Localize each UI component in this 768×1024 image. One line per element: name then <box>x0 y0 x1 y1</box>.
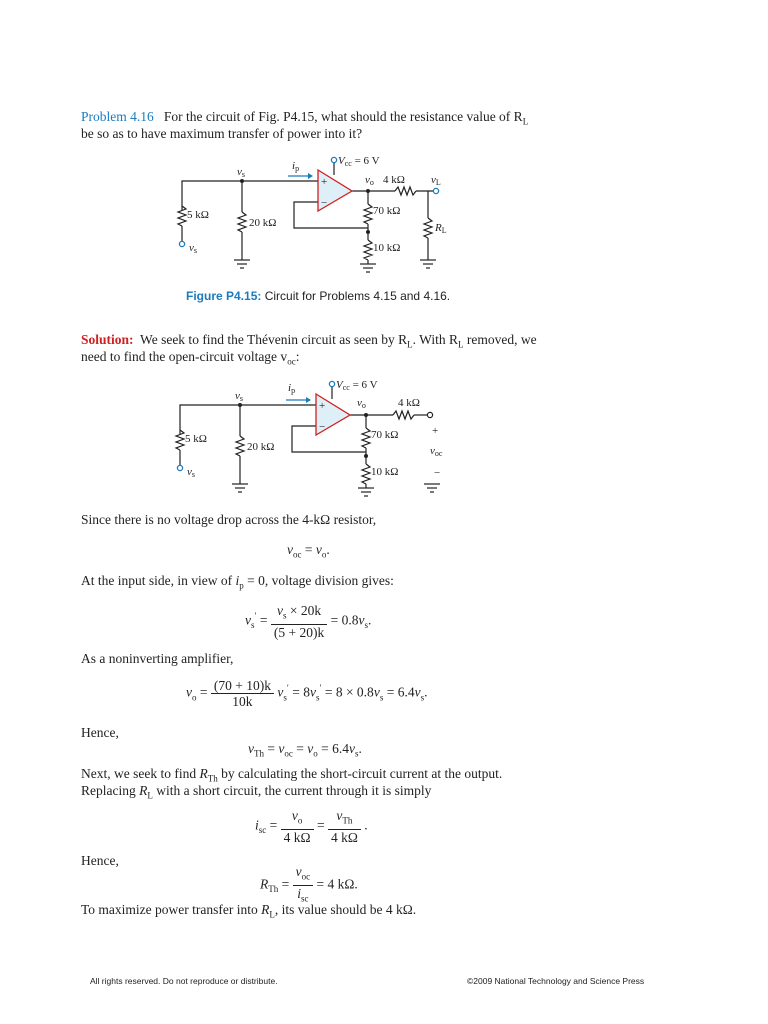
svg-text:−: − <box>319 421 326 433</box>
paragraph-hence-2: Hence, <box>81 853 119 868</box>
svg-text:vs: vs <box>189 242 198 255</box>
equation-voc: $v_{oc} = v_o$. <box>287 542 330 560</box>
figure-caption-label: Figure P4.15: <box>186 289 262 303</box>
paragraph-noninverting: As a noninverting amplifier, <box>81 651 234 666</box>
solution-line-1: Solution: We seek to find the Thévenin circuit as seen by $R_L$. With $R_L$ removed, we <box>81 332 537 350</box>
paragraph-next: Next, we seek to find $R_{Th}$ by calculating the short-circuit current at the output. <box>81 766 503 784</box>
svg-text:+: + <box>432 425 439 437</box>
svg-text:−: − <box>434 467 441 479</box>
paragraph-replacing: Replacing $R_L$ with a short circuit, the current through it is simply <box>81 783 432 801</box>
solution-label: Solution: <box>81 332 134 347</box>
paragraph-hence-1: Hence, <box>81 725 119 740</box>
svg-text:Vcc = 6 V: Vcc = 6 V <box>338 155 380 168</box>
footer-copyright: ©2009 National Technology and Science Press <box>467 976 645 986</box>
svg-text:vo: vo <box>357 397 366 410</box>
svg-text:20 kΩ: 20 kΩ <box>249 217 277 229</box>
equation-rth: $R_{Th}$ = $\frac{v_{oc}}{i_{sc}}$ = 4 kΩ. <box>260 864 358 904</box>
svg-text:vs: vs <box>187 466 196 479</box>
svg-text:vs: vs <box>237 166 246 179</box>
paragraph-input-side: At the input side, in view of $i_p = 0$, voltage division gives: <box>81 573 394 591</box>
svg-text:vs: vs <box>235 390 244 403</box>
equation-vth: $v_{Th} = v_{oc} = v_o = 6.4v_s$. <box>248 741 362 759</box>
svg-text:70 kΩ: 70 kΩ <box>373 205 401 217</box>
svg-text:+: + <box>319 400 326 412</box>
solution-line-2: need to find the open-circuit voltage $v_{oc}$: <box>81 349 300 367</box>
svg-text:−: − <box>321 197 328 209</box>
svg-text:10 kΩ: 10 kΩ <box>373 242 401 254</box>
svg-text:+: + <box>321 176 328 188</box>
problem-line-2: be so as to have maximum transfer of power into it? <box>81 126 363 141</box>
svg-text:5 kΩ: 5 kΩ <box>187 209 209 221</box>
svg-text:vo: vo <box>365 174 374 187</box>
problem-label: Problem 4.16 <box>81 109 154 124</box>
svg-text:voc: voc <box>430 445 443 458</box>
svg-text:Vcc = 6 V: Vcc = 6 V <box>336 379 378 392</box>
footer-rights: All rights reserved. Do not reproduce or distribute. <box>90 976 278 986</box>
figure-caption <box>186 288 450 305</box>
svg-text:10 kΩ: 10 kΩ <box>371 466 399 478</box>
svg-text:4 kΩ: 4 kΩ <box>398 397 420 409</box>
svg-text:70 kΩ: 70 kΩ <box>371 429 399 441</box>
svg-text:ip: ip <box>292 160 300 173</box>
problem-text-1: For the circuit of Fig. P4.15, what should the resistance value of R <box>163 109 523 124</box>
equation-gain: $v_o$ = $\frac{(70 + 10)k}{10k}$ $v_s' = 8v_s' = 8 \times 0.8v_s = 6.4v_s$. <box>186 678 428 709</box>
circuit-figure-open-circuit <box>168 372 458 502</box>
paragraph-no-voltage-drop: Since there is no voltage drop across the 4-kΩ resistor, <box>81 512 377 527</box>
equation-voltage-division: $v_s'$ = $\frac{v_s \times 20k}{(5 + 20)k}$ = $0.8v_s$. <box>245 603 372 640</box>
svg-text:vL: vL <box>431 174 441 187</box>
svg-text:20 kΩ: 20 kΩ <box>247 441 275 453</box>
paragraph-conclusion: To maximize power transfer into $R_L$, its value should be 4 kΩ. <box>81 902 417 920</box>
svg-text:5 kΩ: 5 kΩ <box>185 433 207 445</box>
svg-text:RL: RL <box>435 222 447 235</box>
svg-text:ip: ip <box>288 382 296 395</box>
problem-line-1: Problem 4.16 For the circuit of Fig. P4.15, what should the resistance value of $R_L$ <box>81 109 529 127</box>
svg-text:4 kΩ: 4 kΩ <box>383 174 405 186</box>
circuit-figure-p4-15 <box>170 148 460 278</box>
figure-caption-text: Circuit for Problems 4.15 and 4.16. <box>264 289 451 303</box>
equation-isc: $i_{sc}$ = $\frac{v_o}{4 k\Omega}$ = $\frac{v_{Th}}{4 k\Omega}$ . <box>255 808 368 845</box>
